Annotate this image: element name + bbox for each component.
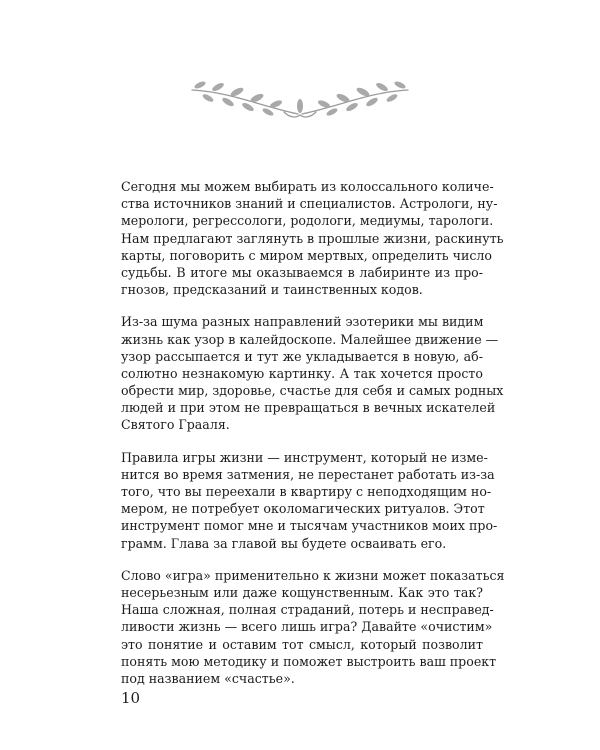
text-line: Наша сложная, полная страданий, потерь и несправед- (121, 602, 494, 618)
text-line: жизнь как узор в калейдоскопе. Малейшее движение — (121, 331, 499, 347)
text-line: это понятие и оставим тот смысл, который позволит (121, 636, 483, 652)
text-line: Слово «игра» применительно к жизни может показаться (121, 567, 505, 583)
text-line: карты, поговорить с миром мертвых, определить число (121, 247, 493, 263)
text-line: того, что вы переехали в квартиру с неподходящим но- (121, 484, 492, 499)
text-line: судьбы. В итоге мы оказываемся в лабиринте из про- (121, 264, 483, 280)
text-line: мером, не потребует околомагических ритуалов. Этот (121, 501, 485, 517)
text-line: гнозов, предсказаний и таинственных кодов. (121, 282, 423, 298)
text-line: ливости жизнь — всего лишь игра? Давайте «очистим» (121, 619, 493, 635)
page-body (121, 178, 505, 702)
paragraph-2 (121, 313, 504, 433)
text-line: Сегодня мы можем выбирать из колоссального количе- (121, 179, 494, 194)
text-line: понять мою методику и поможет выстроить ваш проект (121, 653, 497, 669)
text-line: мерологи, регрессологи, родологи, медиумы, тарологи. (121, 213, 494, 229)
text-line: Нам предлагают заглянуть в прошлые жизни, раскинуть (121, 230, 504, 246)
text-line: людей и при этом не превращаться в вечных искателей (121, 400, 496, 416)
text-line: солютно незнакомую картинку. А так хочется просто (121, 365, 483, 381)
text-line: инструмент помог мне и тысячам участников моих про- (121, 518, 498, 534)
laurel-branch-divider-icon (180, 78, 420, 122)
text-line: ства источников знаний и специалистов. Астрологи, ну- (121, 196, 498, 212)
text-line: под названием «счастье». (121, 670, 295, 686)
paragraph-4 (121, 567, 505, 687)
text-line: грамм. Глава за главой вы будете осваивать его. (121, 535, 447, 551)
text-line: Правила игры жизни — инструмент, который не изме- (121, 449, 488, 465)
text-line: узор рассыпается и тут же укладывается в новую, аб- (121, 348, 483, 364)
text-line: нится во время затмения, не перестанет работать из-за (121, 466, 495, 482)
text-line: обрести мир, здоровье, счастье для себя и самых родных (121, 383, 504, 399)
paragraph-3 (121, 449, 498, 552)
paragraph-1 (121, 178, 504, 298)
page-number: 10 (121, 689, 141, 707)
text-line: несерьезным или даже кощунственным. Как это так? (121, 584, 483, 600)
text-line: Из-за шума разных направлений эзотерики мы видим (121, 314, 484, 330)
text-line: Святого Грааля. (121, 417, 230, 433)
